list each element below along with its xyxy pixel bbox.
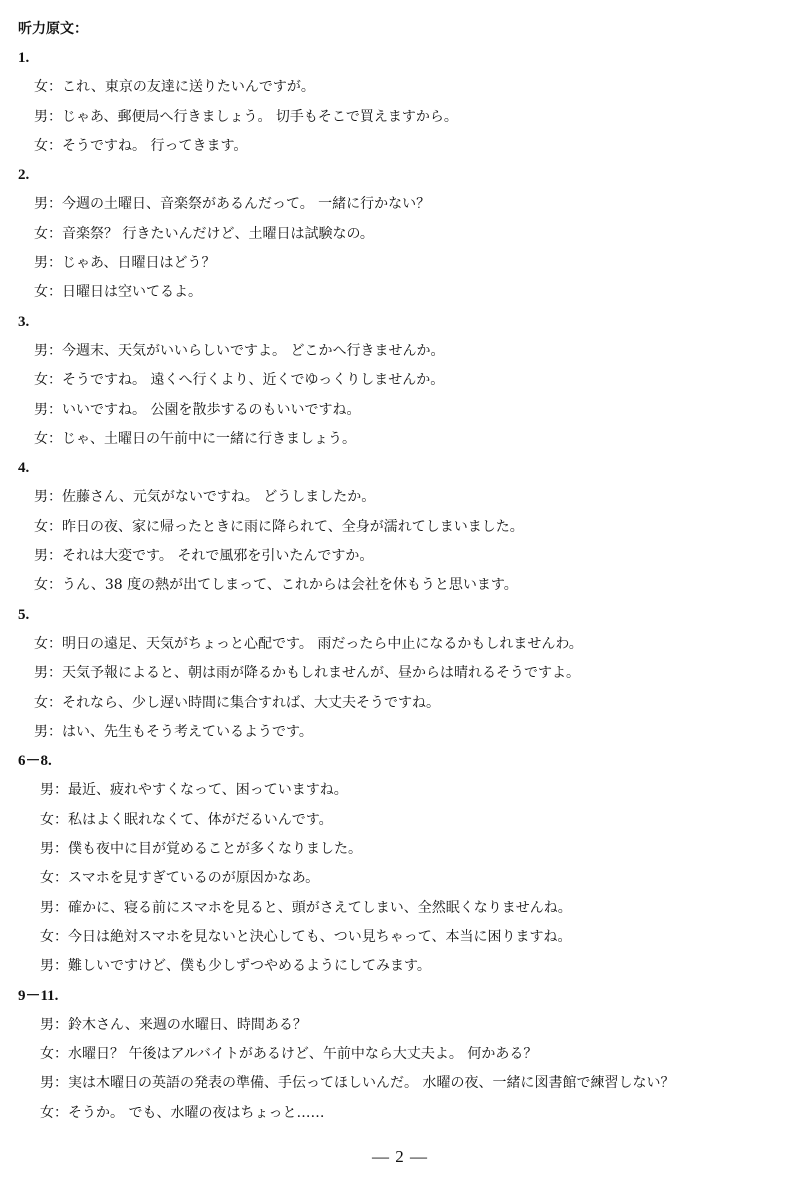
dialogue-line: 男：鈴木さん、来週の水曜日、時間ある？ — [40, 1016, 307, 1033]
section-number: 2. — [18, 167, 30, 184]
section-number: 1. — [18, 50, 30, 66]
dialogue-line: 男：僕も夜中に目が覚めることが多くなりました。 — [40, 841, 362, 858]
dialogue-line: 女：明日の遠足、天気がちょっと心配です。 雨だったら中止になるかもしれませんわ。 — [34, 635, 583, 652]
dialogue-line: 男：今週の土曜日、音楽祭があるんだって。 一緒に行かない？ — [34, 196, 431, 213]
dialogue-line: 男：はい、先生もそう考えているようです。 — [34, 723, 313, 740]
dialogue-line: 女：そうか。 でも、水曜の夜はちょっと…… — [40, 1104, 325, 1121]
dialogue-line: 男：確かに、寝る前にスマホを見ると、頭がさえてしまい、全然眠くなりませんね。 — [40, 899, 572, 916]
dialogue-line: 男：天気予報によると、朝は雨が降るかもしれませんが、昼からは晴れるそうですよ。 — [34, 665, 580, 682]
dialogue-line: 女：うん、38 度の熱が出てしまって、これからは会社を休もうと思います。 — [34, 577, 518, 594]
dialogue-line: 男：じゃあ、日曜日はどう？ — [34, 255, 216, 272]
dialogue-line: 女：じゃ、土曜日の午前中に一緒に行きましょう。 — [34, 430, 356, 447]
dialogue-line: 女：日曜日は空いてるよ。 — [34, 284, 202, 301]
dialogue-line: 男：今週末、天気がいいらしいですよ。 どこかへ行きませんか。 — [34, 342, 445, 359]
dialogue-line: 男：実は木曜日の英語の発表の準備、手伝ってほしいんだ。 水曜の夜、一緒に図書館で練習しない？ — [40, 1075, 675, 1092]
dialogue-line: 女：昨日の夜、家に帰ったときに雨に降られて、全身が濡れてしまいました。 — [34, 518, 524, 535]
dialogue-line: 女：今日は絶対スマホを見ないと決心しても、つい見ちゃって、本当に困りますね。 — [40, 928, 572, 945]
dialogue-line: 男：最近、疲れやすくなって、困っていますね。 — [40, 782, 348, 799]
dialogue-line: 男：佐藤さん、元気がないですね。 どうしましたか。 — [34, 489, 376, 506]
dialogue-line: 男：いいですね。 公園を散歩するのもいいですね。 — [34, 401, 361, 418]
page-number: — 2 — — [372, 1147, 428, 1166]
dialogue-line: 女：水曜日？ 午後はアルバイトがあるけど、午前中なら大丈夫よ。 何かある？ — [40, 1046, 538, 1063]
section-number: 3. — [18, 313, 30, 330]
dialogue-line: 女：音楽祭？ 行きたいんだけど、土曜日は試験なの。 — [34, 225, 374, 242]
section-number: 6－8. — [18, 753, 52, 770]
transcript-page — [18, 14, 788, 1128]
dialogue-line: 男：じゃあ、郵便局へ行きましょう。 切手もそこで買えますから。 — [34, 108, 458, 125]
dialogue-line: 女：スマホを見すぎているのが原因かなあ。 — [40, 870, 320, 887]
section-number: 5. — [18, 606, 30, 623]
section-number: 9－11. — [18, 987, 59, 1004]
dialogue-line: 女：それなら、少し遅い時間に集合すれば、大丈夫そうですね。 — [34, 694, 440, 711]
section-number: 4. — [18, 460, 30, 477]
dialogue-line: 女：そうですね。 行ってきます。 — [34, 137, 248, 154]
dialogue-line: 女：そうですね。 遠くへ行くより、近くでゆっくりしませんか。 — [34, 372, 445, 389]
dialogue-line: 女：これ、東京の友達に送りたいんですが。 — [34, 79, 315, 96]
dialogue-line: 男：それは大変です。 それで風邪を引いたんですか。 — [34, 548, 374, 565]
dialogue-line: 女：私はよく眠れなくて、体がだるいんです。 — [40, 811, 333, 828]
page-heading: 听力原文： — [18, 21, 88, 37]
dialogue-line: 男：難しいですけど、僕も少しずつやめるようにしてみます。 — [40, 958, 431, 975]
